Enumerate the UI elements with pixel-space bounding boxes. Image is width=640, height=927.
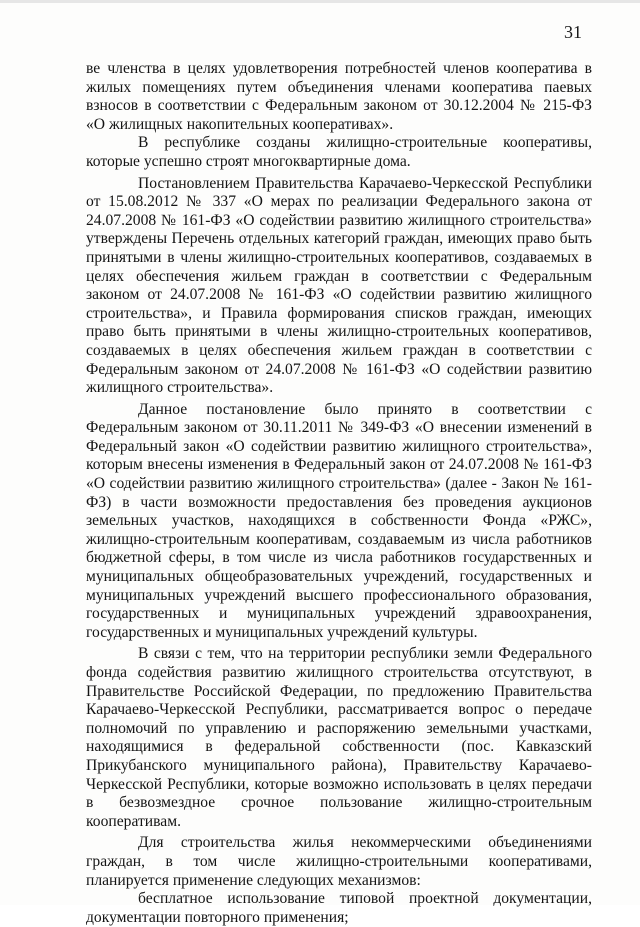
document-body (86, 60, 592, 927)
paragraph: Для строительства жилья некоммерческими объединениями граждан, в том числе жилищно-строительными кооперативами, планируется применение следующих механизмов: (86, 834, 592, 889)
paragraph-continuation: ве членства в целях удовлетворения потребностей членов кооператива в жилых помещениях путем объединения членами кооператива паевых взносов в соответствии с Федеральным законом от 30.12.2004 № 215-ФЗ «О жилищных накопительных кооперативах». (86, 60, 592, 133)
page-number: 31 (564, 22, 582, 42)
paragraph: В республике созданы жилищно-строительные кооперативы, которые успешно строят многоквартирные дома. (86, 134, 592, 170)
scan-top-edge (0, 0, 640, 3)
paragraph: В связи с тем, что на территории республики земли Федерального фонда содействия развитию жилищного строительства отсутствуют, в Правительстве Российской Федерации, по предложению Правительства Карачаево-Черкесской Республики, рассматривается вопрос о передаче полномочий по управлению и распоряжению земельными участками, находящимися в федеральной собственности (пос. Кавказский Прикубанского муниципального района), Правительству Карачаево-Черкесской Республики, которые возможно использовать в целях передачи в безвозмездное срочное пользование жилищно-строительным кооперативам. (86, 645, 592, 830)
paragraph: Постановлением Правительства Карачаево-Черкесской Республики от 15.08.2012 № 337 «О мерах по реализации Федерального закона от 24.07.2008 № 161-ФЗ «О содействии развитию жилищного строительства» утверждены Перечень отдельных категорий граждан, имеющих право быть принятыми в члены жилищно-строительных кооперативов, создаваемых в целях обеспечения жильем граждан в соответствии с Федеральным законом от 24.07.2008 № 161-ФЗ «О содействии развитию жилищного строительства», и Правила формирования списков граждан, имеющих право быть принятыми в члены жилищно-строительных кооперативов, создаваемых в целях обеспечения жильем граждан в соответствии с Федеральным законом от 24.07.2008 № 161-ФЗ «О содействии развитию жилищного строительства». (86, 174, 592, 397)
paragraph: бесплатное использование типовой проектной документации, документации повторного применения; (86, 890, 592, 926)
paragraph: Данное постановление было принято в соответствии с Федеральным законом от 30.11.2011 № 349-ФЗ «О внесении изменений в Федеральный закон «О содействии развитию жилищного строительства», которым внесены изменения в Федеральный закон от 24.07.2008 № 161-ФЗ «О содействии развитию жилищного строительства» (далее - Закон № 161-ФЗ) в части возможности предоставления без проведения аукционов земельных участков, находящихся в собственности Фонда «РЖС», жилищно-строительным кооперативам, создаваемым из числа работников бюджетной сферы, в том числе из числа работников государственных и муниципальных общеобразовательных учреждений, государственных и муниципальных учреждений высшего профессионального образования, государственных и муниципальных учреждений здравоохранения, государственных и муниципальных учреждений культуры. (86, 400, 592, 641)
